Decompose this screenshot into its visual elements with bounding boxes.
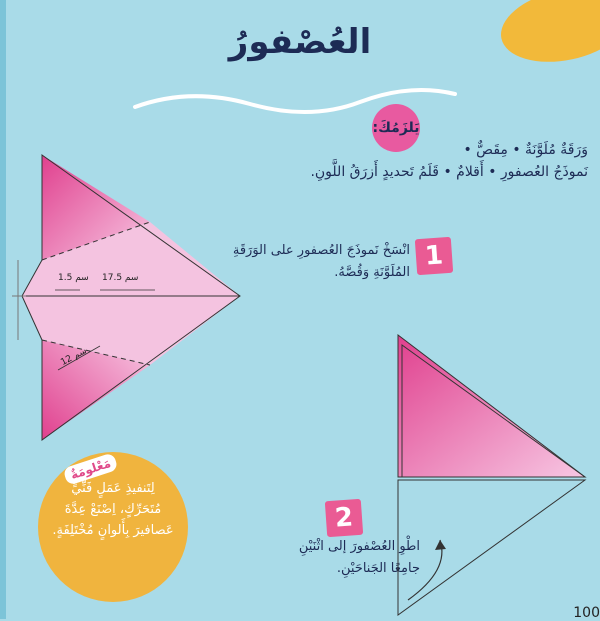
- info-badge: مَعْلومَةٌ: [63, 452, 119, 486]
- needs-line-1: وَرَقَةٌ مُلَوَّنَةٌ • مِقَصٌّ •: [463, 142, 588, 158]
- step-1-text-line-1: انْسَخْ نَموذَجَ العُصفورِ على الوَرَقَةِ: [232, 243, 410, 258]
- step-2-text-line-2: جامِعًا الجَناحَيْنِ.: [336, 561, 420, 576]
- step-1-number: 1: [415, 237, 453, 275]
- needs-badge: يَلزَمُكَ:: [372, 104, 420, 152]
- dimension-label-1-5: 1.5 سم: [58, 273, 89, 283]
- fold-illustration: [380, 470, 600, 619]
- needs-line-2: نَموذَجُ العُصفورِ • أَقلامٌ • قَلَمُ تَحديدٍ أَزرَقُ اللَّونِ.: [310, 164, 588, 180]
- step-2-text-line-1: اطْوِ العُصْفورَ إلى اثْنَيْنِ: [298, 539, 420, 554]
- step-2-number: 2: [325, 499, 363, 537]
- page-title: العُصْفورُ: [228, 22, 372, 62]
- step-1-text-line-2: المُلَوَّنَةِ وَقُصَّهُ.: [334, 265, 410, 280]
- dimension-label-12: 12 سم: [59, 346, 89, 368]
- cut-bird-illustration: [380, 325, 600, 485]
- info-text: لِتَنفيذِ عَمَلٍ فَنِّيٍّ مُتَحَرِّكٍ، اِصْنَعْ عِدَّةَ عَصافيرَ بِأَلوانٍ مُخْتَلِفَةٍ.: [52, 481, 174, 538]
- bird-template-diagram: [0, 150, 250, 450]
- dimension-label-17-5: 17.5 سم: [102, 273, 139, 283]
- page-number: 100: [573, 605, 600, 621]
